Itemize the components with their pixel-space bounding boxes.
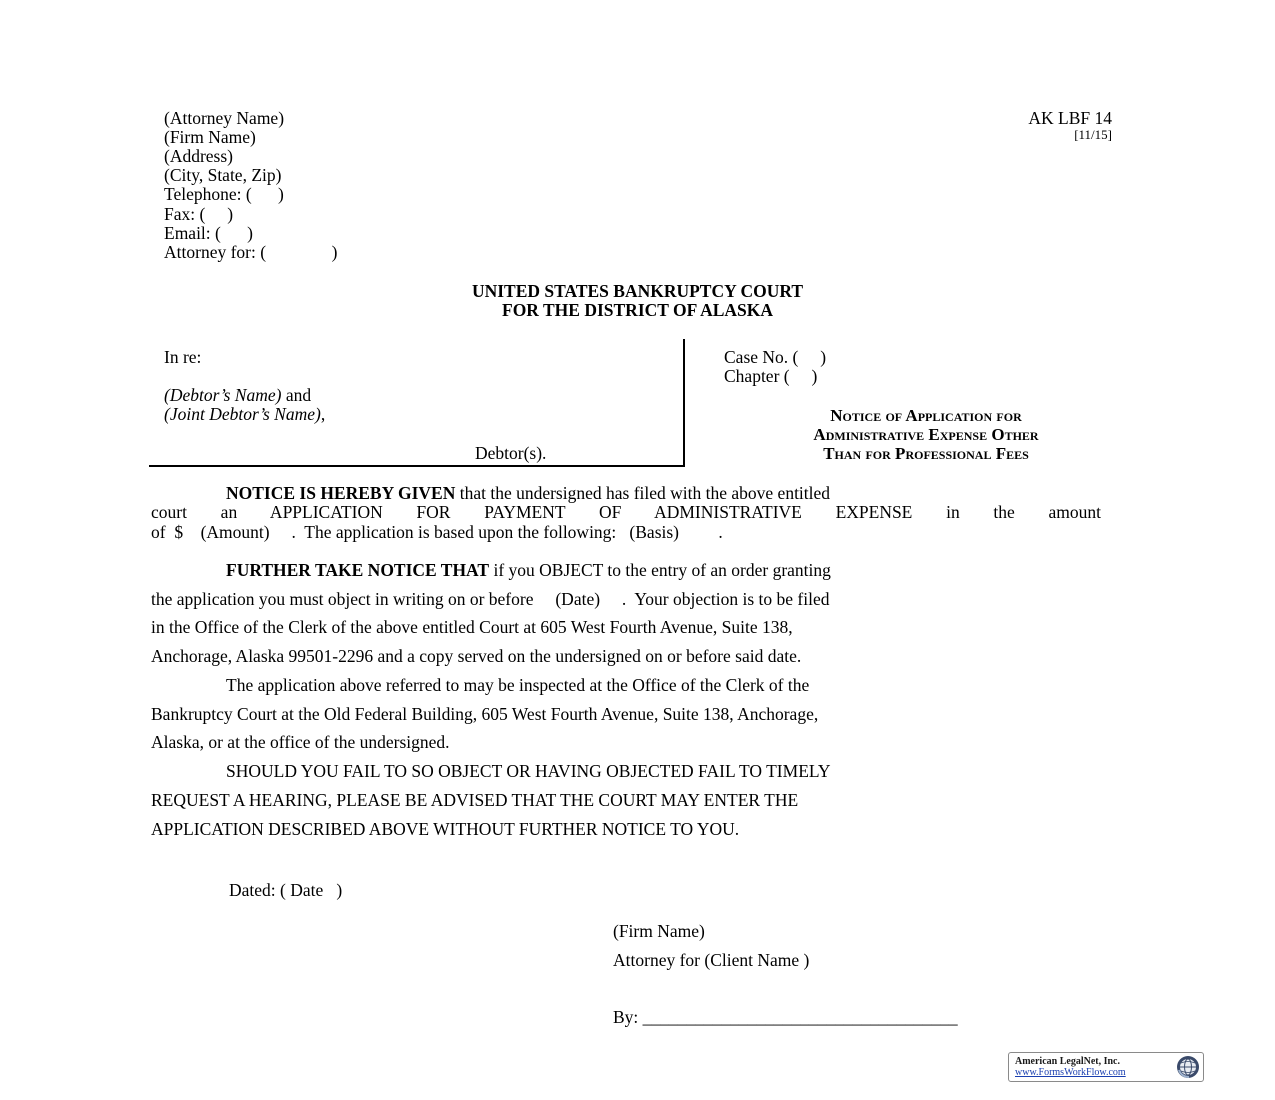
p2-line2: the application you must object in writing on or before (Date) . Your objection is to be filed: [151, 589, 830, 609]
p1-line3: of $ (Amount) . The application is based upon the following: (Basis) .: [151, 522, 723, 542]
p3-line1: The application above referred to may be inspected at the Office of the Clerk of the: [226, 675, 810, 695]
caption-vertical-rule: [683, 339, 685, 467]
globe-icon: [1176, 1055, 1200, 1079]
p2-line3: in the Office of the Clerk of the above entitled Court at 605 West Fourth Avenue, Suite 138,: [151, 617, 793, 637]
attorney-for: Attorney for: ( ): [164, 242, 338, 262]
in-re-label: In re:: [164, 347, 202, 367]
p4-line2: REQUEST A HEARING, PLEASE BE ADVISED THAT THE COURT MAY ENTER THE: [151, 790, 799, 810]
p1-bold: NOTICE IS HEREBY GIVEN: [226, 483, 456, 503]
p4-line1: SHOULD YOU FAIL TO SO OBJECT OR HAVING OBJECTED FAIL TO TIMELY: [226, 761, 831, 781]
logo-url-link[interactable]: www.FormsWorkFlow.com: [1015, 1067, 1126, 1078]
court-title-line2: FOR THE DISTRICT OF ALASKA: [502, 300, 773, 320]
caption-horizontal-rule: [149, 465, 685, 467]
notice-title-line1: Notice of Application for: [830, 406, 1022, 425]
p1-line2: court an APPLICATION FOR PAYMENT OF ADMINISTRATIVE EXPENSE in the amount: [151, 502, 1101, 522]
joint-debtor-name: (Joint Debtor’s Name): [164, 404, 321, 424]
court-title-line1: UNITED STATES BANKRUPTCY COURT: [471, 281, 804, 301]
joint-debtor-comma: ,: [320, 404, 326, 424]
american-legalnet-logo[interactable]: [1008, 1052, 1204, 1082]
p3-line3: Alaska, or at the office of the undersigned.: [151, 732, 450, 752]
dated-line: Dated: ( Date ): [229, 880, 343, 900]
p4-line3: APPLICATION DESCRIBED ABOVE WITHOUT FURTHER NOTICE TO YOU.: [151, 819, 740, 839]
chapter: Chapter ( ): [724, 366, 818, 386]
form-date: [11/15]: [1074, 127, 1112, 142]
signature-line: By: ____________________________________: [613, 1007, 958, 1027]
email: Email: ( ): [164, 223, 253, 243]
debtor-name-line: [164, 386, 311, 405]
debtor-and: and: [281, 385, 312, 405]
notice-title-line3: Than for Professional Fees: [823, 444, 1029, 463]
p2-rest: if you OBJECT to the entry of an order granting: [489, 560, 831, 580]
debtor-name: (Debtor’s Name): [164, 385, 282, 405]
p3-line2: Bankruptcy Court at the Old Federal Building, 605 West Fourth Avenue, Suite 138, Anchorage,: [151, 704, 819, 724]
signature-firm-name: (Firm Name): [613, 921, 705, 941]
attorney-name: (Attorney Name): [164, 108, 285, 128]
p2-bold: FURTHER TAKE NOTICE THAT: [226, 560, 490, 580]
telephone: Telephone: ( ): [164, 184, 284, 204]
notice-title-line2: Administrative Expense Other: [813, 425, 1039, 444]
p1-rest: that the undersigned has filed with the above entitled: [455, 483, 831, 503]
debtors-label: Debtor(s).: [475, 443, 547, 463]
joint-debtor-line: [164, 405, 325, 424]
fax: Fax: ( ): [164, 204, 234, 224]
logo-company-name: American LegalNet, Inc.: [1015, 1056, 1120, 1067]
city-state-zip: (City, State, Zip): [164, 165, 282, 185]
p2-line1: [226, 561, 831, 580]
signature-attorney-for: Attorney for (Client Name ): [613, 950, 810, 970]
address: (Address): [164, 146, 234, 166]
p1-line1: [226, 484, 830, 503]
firm-name: (Firm Name): [164, 127, 256, 147]
form-number: AK LBF 14: [1028, 108, 1112, 128]
p2-line4: Anchorage, Alaska 99501-2296 and a copy served on the undersigned on or before said date.: [151, 646, 802, 666]
case-number: Case No. ( ): [724, 347, 827, 367]
